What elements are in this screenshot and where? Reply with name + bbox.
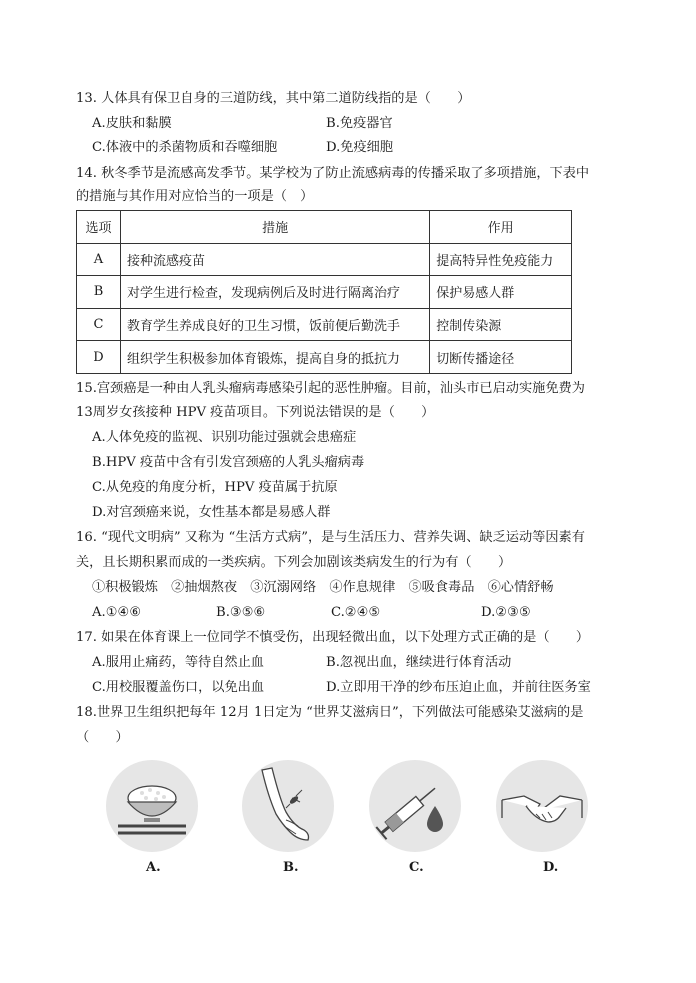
- q15-option-a: A.人体免疫的监视、识别功能过强就会患癌症: [92, 430, 357, 445]
- q18-stem-line1: 18.世界卫生组织把每年 12月 1日定为 “世界艾滋病日”，下列做法可能感染艾滋病的是: [76, 705, 584, 720]
- table-header-cell: 措施: [120, 211, 429, 244]
- q14-stem-line2: 的措施与其作用对应恰当的一项是（ ）: [76, 189, 314, 204]
- q13-option-d: D.免疫细胞: [326, 140, 394, 155]
- table-header-row: [77, 211, 572, 244]
- q17-option-a: A.服用止痛药，等待自然止血: [92, 655, 264, 670]
- q16-stem-line2: 关，且长期积累而成的一类疾病。下列会加剧该类病发生的行为有（ ）: [76, 555, 512, 570]
- q17-option-b: B.忽视出血，继续进行体育活动: [326, 655, 512, 670]
- q13-stem: 13. 人体具有保卫自身的三道防线，其中第二道防线指的是（ ）: [76, 91, 471, 106]
- table-header-cell: 选项: [77, 211, 121, 244]
- table-header-cell: 作用: [430, 211, 572, 244]
- table-cell: 教育学生养成良好的卫生习惯，饭前便后勤洗手: [120, 308, 429, 341]
- table-cell: 提高特异性免疫能力: [430, 243, 572, 276]
- q18-option-b-label: B.: [283, 860, 299, 875]
- q15-option-d: D.对宫颈癌来说，女性基本都是易感人群: [92, 505, 331, 520]
- table-cell: 控制传染源: [430, 308, 572, 341]
- q16-stem-line1: 16. “现代文明病” 又称为 “生活方式病”，是与生活压力、营养失调、缺乏运动等因素有: [76, 530, 585, 545]
- q18-option-d-label: D.: [543, 860, 559, 875]
- table-cell: D: [77, 341, 121, 374]
- q13-option-a: A.皮肤和黏膜: [92, 116, 172, 131]
- table-cell: 接种流感疫苗: [120, 243, 429, 276]
- table-row: [77, 243, 572, 276]
- table-row: [77, 308, 572, 341]
- q17-option-c: C.用校服覆盖伤口，以免出血: [92, 680, 265, 695]
- table-cell: C: [77, 308, 121, 341]
- q15-stem-line2: 13周岁女孩接种 HPV 疫苗项目。下列说法错误的是（ ）: [76, 405, 435, 420]
- q16-option-d: D.②③⑤: [481, 605, 531, 620]
- table-cell: A: [77, 243, 121, 276]
- table-cell: 组织学生积极参加体育锻炼，提高自身的抵抗力: [120, 341, 429, 374]
- handshake-icon: [496, 760, 588, 852]
- q17-stem: 17. 如果在体育课上一位同学不慎受伤，出现轻微出血，以下处理方式正确的是（ ）: [76, 630, 590, 645]
- q16-items: ①积极锻炼 ②抽烟熬夜 ③沉溺网络 ④作息规律 ⑤吸食毒品 ⑥心情舒畅: [92, 580, 554, 595]
- table-cell: 切断传播途径: [430, 341, 572, 374]
- q16-option-b: B.③⑤⑥: [216, 605, 266, 620]
- syringe-blood-icon: [369, 760, 461, 852]
- q18-stem-line2: （ ）: [76, 730, 129, 745]
- q15-stem-line1: 15.宫颈癌是一种由人乳头瘤病毒感染引起的恶性肿瘤。目前，汕头市已启动实施免费为: [76, 381, 585, 396]
- rice-bowl-icon: [106, 760, 198, 852]
- q15-option-c: C.从免疫的角度分析，HPV 疫苗属于抗原: [92, 480, 338, 495]
- q14-stem-line1: 14. 秋冬季节是流感高发季节。某学校为了防止流感病毒的传播采取了多项措施，下表中: [76, 166, 590, 181]
- table-cell: 对学生进行检查，发现病例后及时进行隔离治疗: [120, 276, 429, 309]
- q13-option-c: C.体液中的杀菌物质和吞噬细胞: [92, 140, 278, 155]
- q18-option-c-label: C.: [409, 860, 424, 875]
- table-cell: B: [77, 276, 121, 309]
- mosquito-bite-icon: [242, 760, 334, 852]
- table-row: [77, 341, 572, 374]
- q16-option-a: A.①④⑥: [92, 605, 142, 620]
- q18-option-a-label: A.: [146, 860, 161, 875]
- q16-option-c: C.②④⑤: [331, 605, 381, 620]
- q15-option-b: B.HPV 疫苗中含有引发宫颈癌的人乳头瘤病毒: [92, 455, 365, 470]
- q14-table: [76, 210, 572, 374]
- q17-option-d: D.立即用干净的纱布压迫止血，并前往医务室: [326, 680, 591, 695]
- table-cell: 保护易感人群: [430, 276, 572, 309]
- q13-option-b: B.免疫器官: [326, 116, 393, 131]
- table-row: [77, 276, 572, 309]
